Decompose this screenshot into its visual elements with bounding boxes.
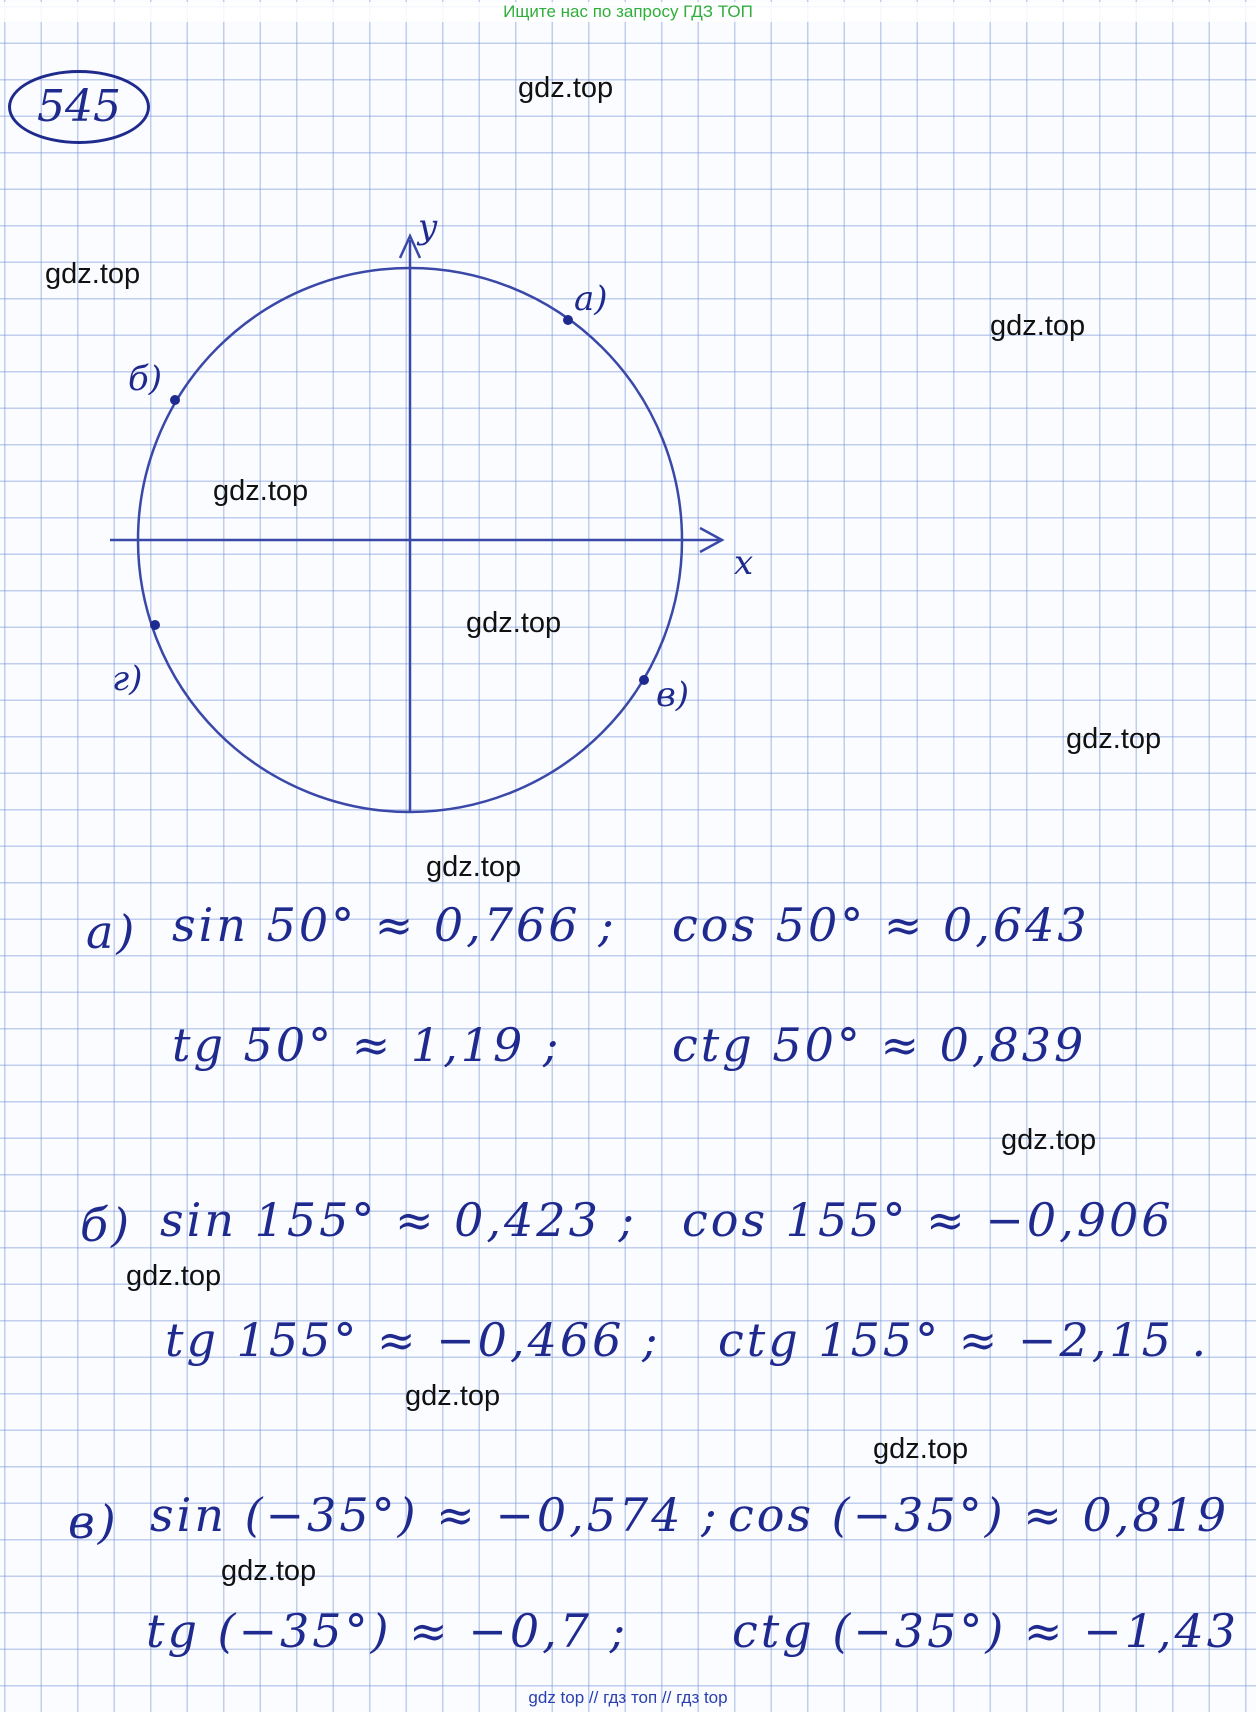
solution-label-b: б) [80,1198,133,1252]
watermark: gdz.top [405,1380,501,1412]
solution-b-line1-right: cos 155° ≈ −0,906 [682,1193,1174,1247]
solution-a-line1-right: cos 50° ≈ 0,643 [672,898,1090,952]
point-g [150,620,160,630]
watermark: gdz.top [466,607,562,639]
solution-v-line1-right: cos (−35°) ≈ 0,819 [728,1488,1230,1542]
watermark: gdz.top [126,1260,222,1292]
header-banner[interactable]: Ищите нас по запросу ГДЗ ТОП [0,2,1256,22]
solution-b-line2-right: ctg 155° ≈ −2,15 . [718,1313,1210,1367]
watermark: gdz.top [1001,1124,1097,1156]
watermark: gdz.top [221,1555,317,1587]
problem-number: 545 [8,70,150,144]
point-b [170,395,180,405]
solution-b-line2-left: tg 155° ≈ −0,466 ; [165,1313,661,1367]
solution-b-line1-left: sin 155° ≈ 0,423 ; [160,1193,637,1247]
watermark: gdz.top [873,1433,969,1465]
solution-a-line2-left: tg 50° ≈ 1,19 ; [172,1018,562,1072]
watermark: gdz.top [1066,723,1162,755]
watermark: gdz.top [45,258,141,290]
point-label-v: в) [656,675,690,715]
point-label-b: б) [128,359,163,399]
watermark: gdz.top [213,475,309,507]
x-axis-label: x [734,543,754,583]
watermark: gdz.top [990,310,1086,342]
solution-label-a: а) [86,905,138,959]
watermark: gdz.top [518,72,614,104]
solution-v-line2-right: ctg (−35°) ≈ −1,43 [732,1604,1240,1658]
point-label-a: а) [574,279,608,319]
y-axis-label: y [418,207,438,247]
solution-a-line1-left: sin 50° ≈ 0,766 ; [172,898,617,952]
watermark: gdz.top [426,851,522,883]
solution-v-line2-left: tg (−35°) ≈ −0,7 ; [146,1604,629,1658]
point-v [639,675,649,685]
point-label-g: г) [112,659,143,699]
footer-banner[interactable]: gdz top // гдз топ // гдз top [528,1688,728,1707]
solution-a-line2-right: ctg 50° ≈ 0,839 [672,1018,1087,1072]
point-a [563,315,573,325]
solution-label-v: в) [68,1495,119,1549]
solution-v-line1-left: sin (−35°) ≈ −0,574 ; [150,1488,720,1542]
